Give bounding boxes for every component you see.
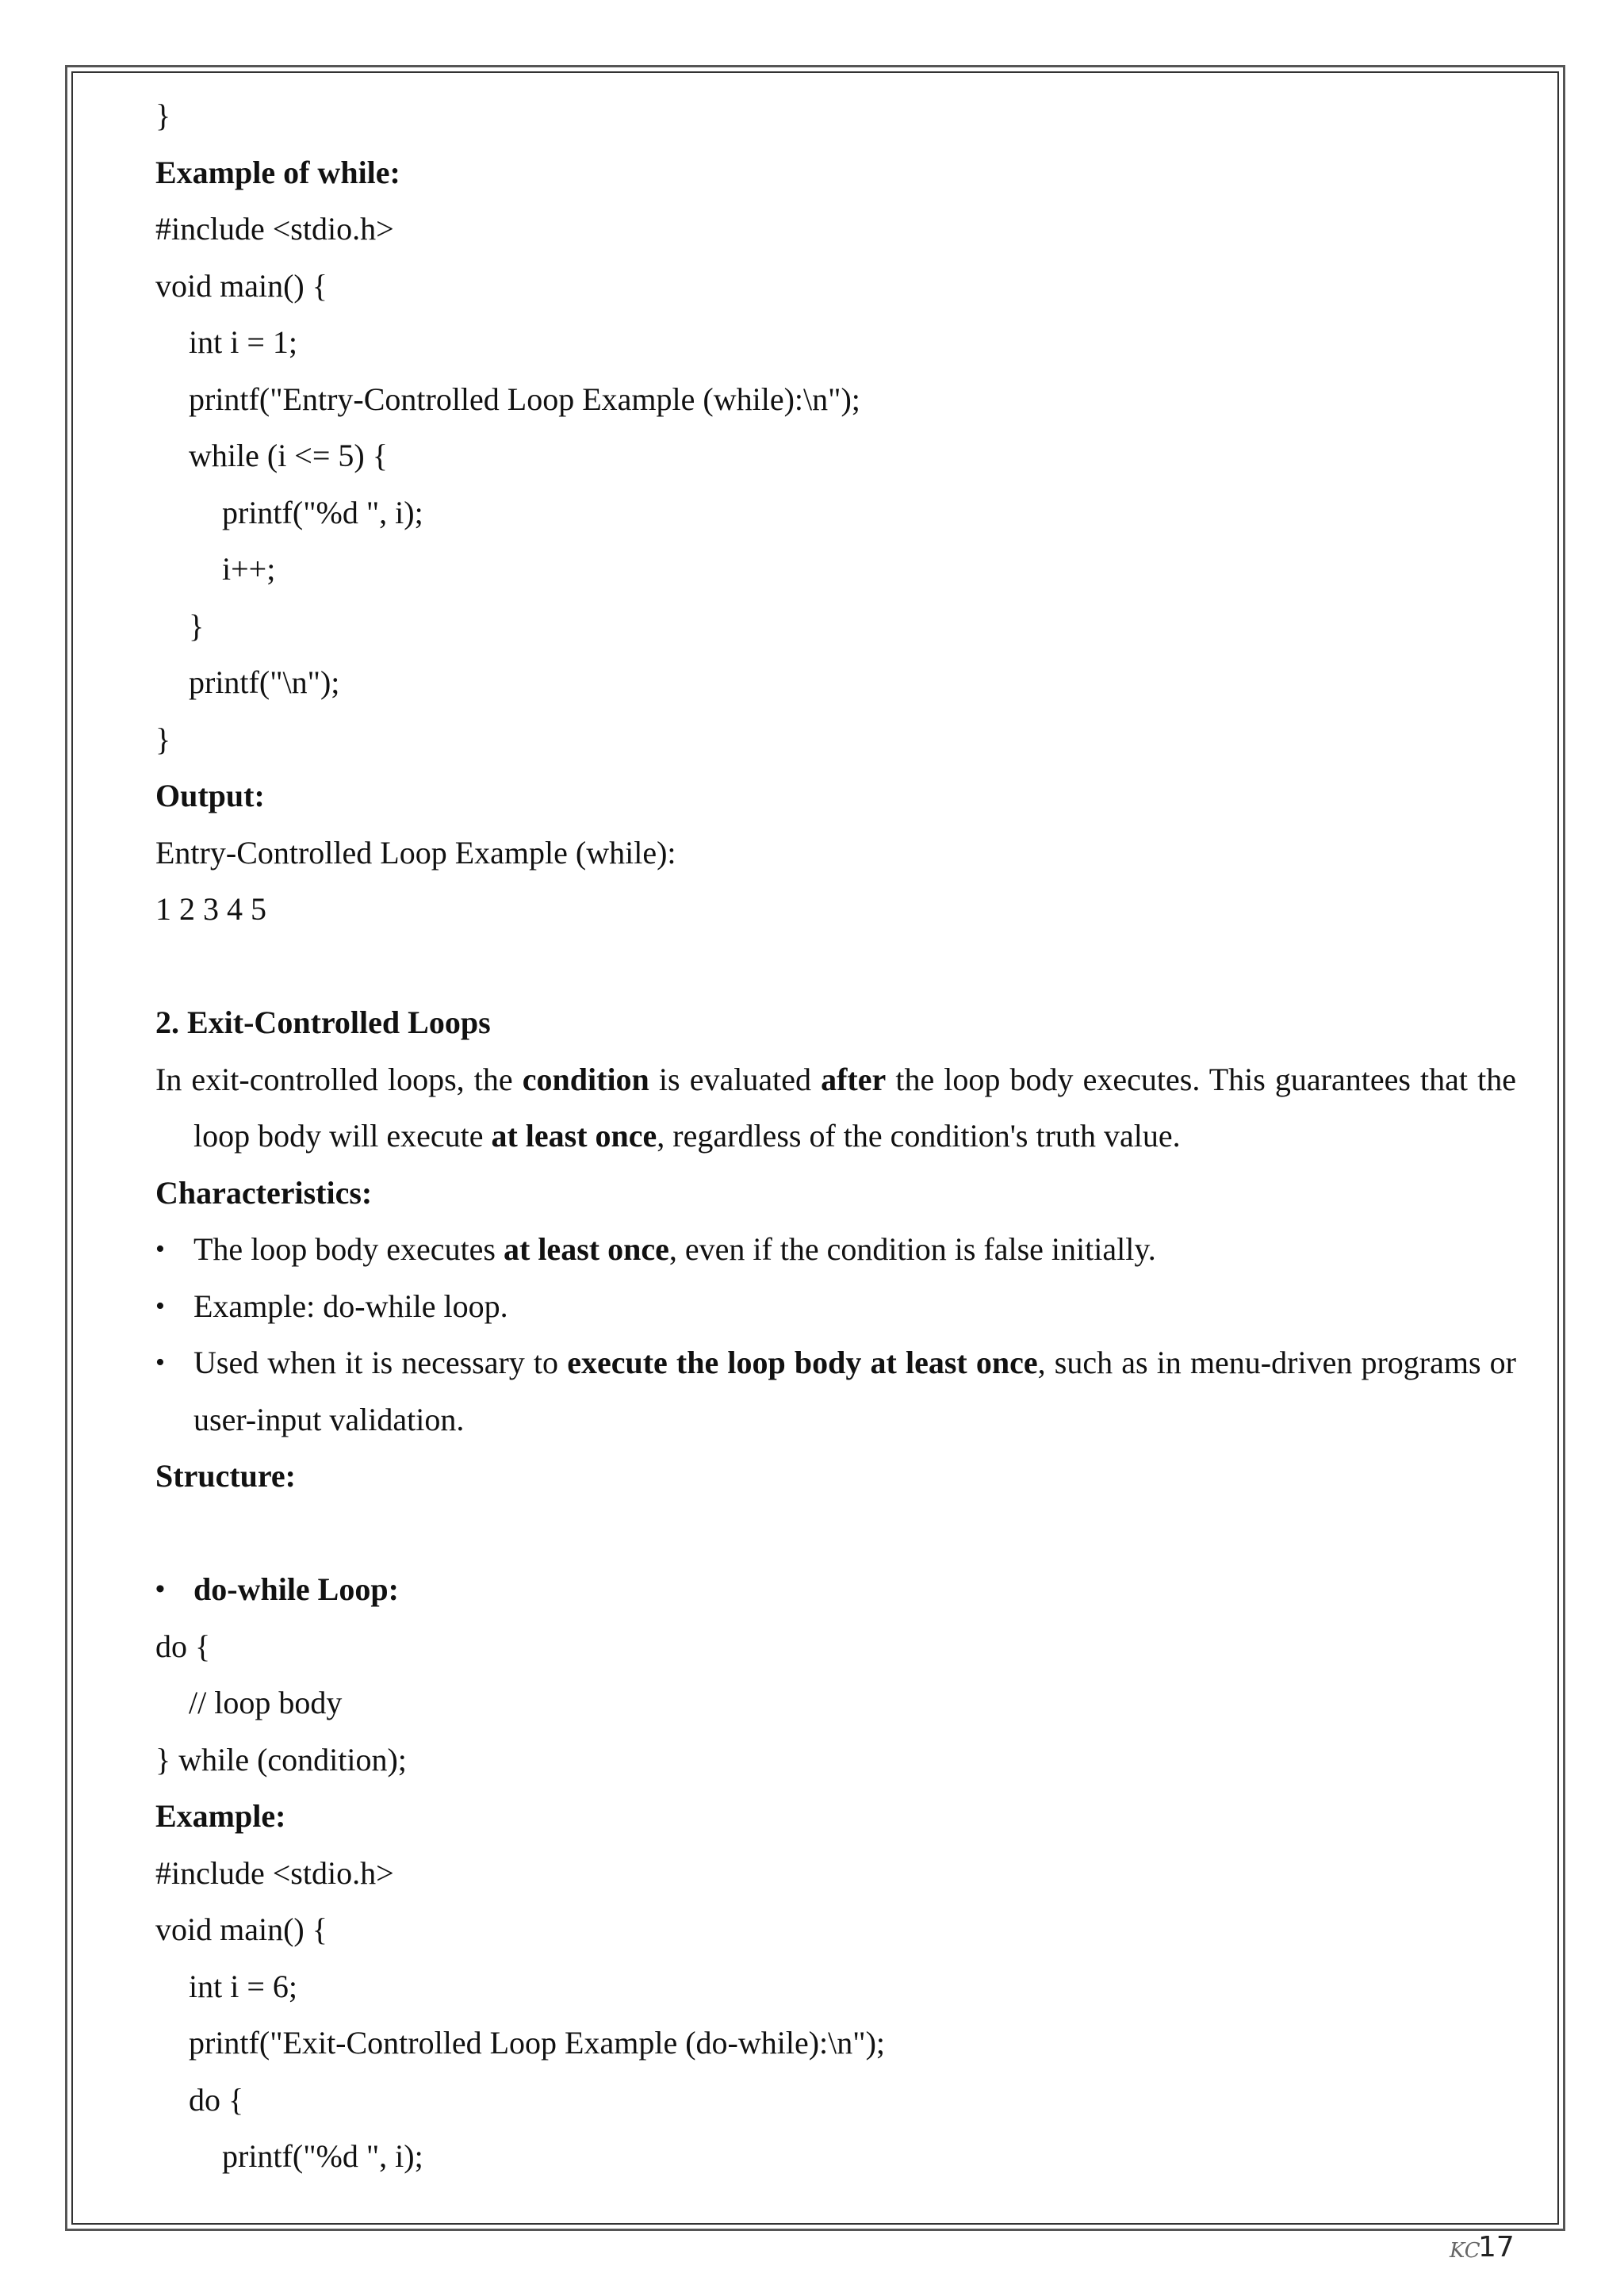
item-text: Used when it is necessary to [193, 1345, 568, 1380]
code-line: } [155, 98, 171, 133]
item-text: , such as in menu-driven programs or user-input validation. [193, 1345, 1516, 1437]
para-text: In exit-controlled loops, the [155, 1061, 523, 1097]
characteristics-heading: Characteristics: [155, 1174, 373, 1211]
code-line: int i = 1; [189, 324, 298, 360]
code-line: printf("%d ", i); [222, 494, 423, 530]
list-item [155, 1334, 1516, 1448]
spacer [155, 1505, 1516, 1562]
bullet-icon: • [155, 1575, 165, 1604]
code-line: #include <stdio.h> [155, 1854, 394, 1891]
code-line: do { [189, 2081, 244, 2118]
code-line: #include <stdio.h> [155, 211, 394, 247]
code-line: i++; [222, 551, 276, 587]
code-line: printf("Exit-Controlled Loop Example (do-while):\n"); [189, 2025, 886, 2061]
page-number: 17 [1478, 2231, 1515, 2263]
para-text: , regardless of the condition's truth value. [657, 1118, 1181, 1154]
list-item [155, 1561, 1516, 1618]
item-text: The loop body executes [193, 1231, 504, 1267]
item-text: , even if the condition is false initially. [668, 1231, 1156, 1267]
spacer [155, 938, 1516, 995]
code-line: printf("%d ", i); [222, 2138, 423, 2174]
exit-controlled-paragraph [155, 1051, 1516, 1165]
item-bold: at least once [504, 1231, 669, 1267]
code-line: printf("Entry-Controlled Loop Example (while):\n"); [189, 381, 860, 417]
list-item [155, 1278, 1516, 1335]
list-item [155, 1221, 1516, 1278]
section-heading: 2. Exit-Controlled Loops [155, 1004, 491, 1040]
code-line: } [189, 607, 205, 644]
bullet-icon: • [155, 1291, 165, 1321]
code-line: } while (condition); [155, 1741, 407, 1777]
bullet-icon: • [155, 1234, 165, 1264]
item-text: Example: do-while loop. [193, 1288, 508, 1324]
para-bold: condition [522, 1061, 649, 1097]
output-line: 1 2 3 4 5 [155, 891, 266, 927]
structure-heading: Structure: [155, 1458, 296, 1494]
output-line: Entry-Controlled Loop Example (while): [155, 834, 676, 871]
page-content [155, 87, 1516, 2185]
bullet-icon: • [155, 1348, 165, 1377]
code-line: do { [155, 1628, 211, 1664]
example-while-heading: Example of while: [155, 154, 400, 190]
para-text: is evaluated [649, 1061, 822, 1097]
code-line: printf("\n"); [189, 664, 340, 700]
item-bold: execute the loop body at least once [567, 1345, 1038, 1380]
item-text: do-while Loop: [193, 1571, 399, 1607]
code-line: // loop body [189, 1685, 343, 1720]
code-line: } [155, 721, 171, 757]
para-text: the loop body executes. This guarantees that the loop body will execute [193, 1061, 1516, 1154]
footer-initials-logo: KC [1450, 2239, 1480, 2263]
code-line: while (i <= 5) { [189, 438, 388, 473]
para-bold: at least once [491, 1118, 657, 1154]
para-bold: after [821, 1061, 887, 1097]
output-heading: Output: [155, 778, 265, 813]
code-line: void main() { [155, 267, 327, 304]
example-heading: Example: [155, 1798, 286, 1834]
code-line: void main() { [155, 1911, 327, 1947]
code-line: int i = 6; [189, 1968, 298, 2004]
